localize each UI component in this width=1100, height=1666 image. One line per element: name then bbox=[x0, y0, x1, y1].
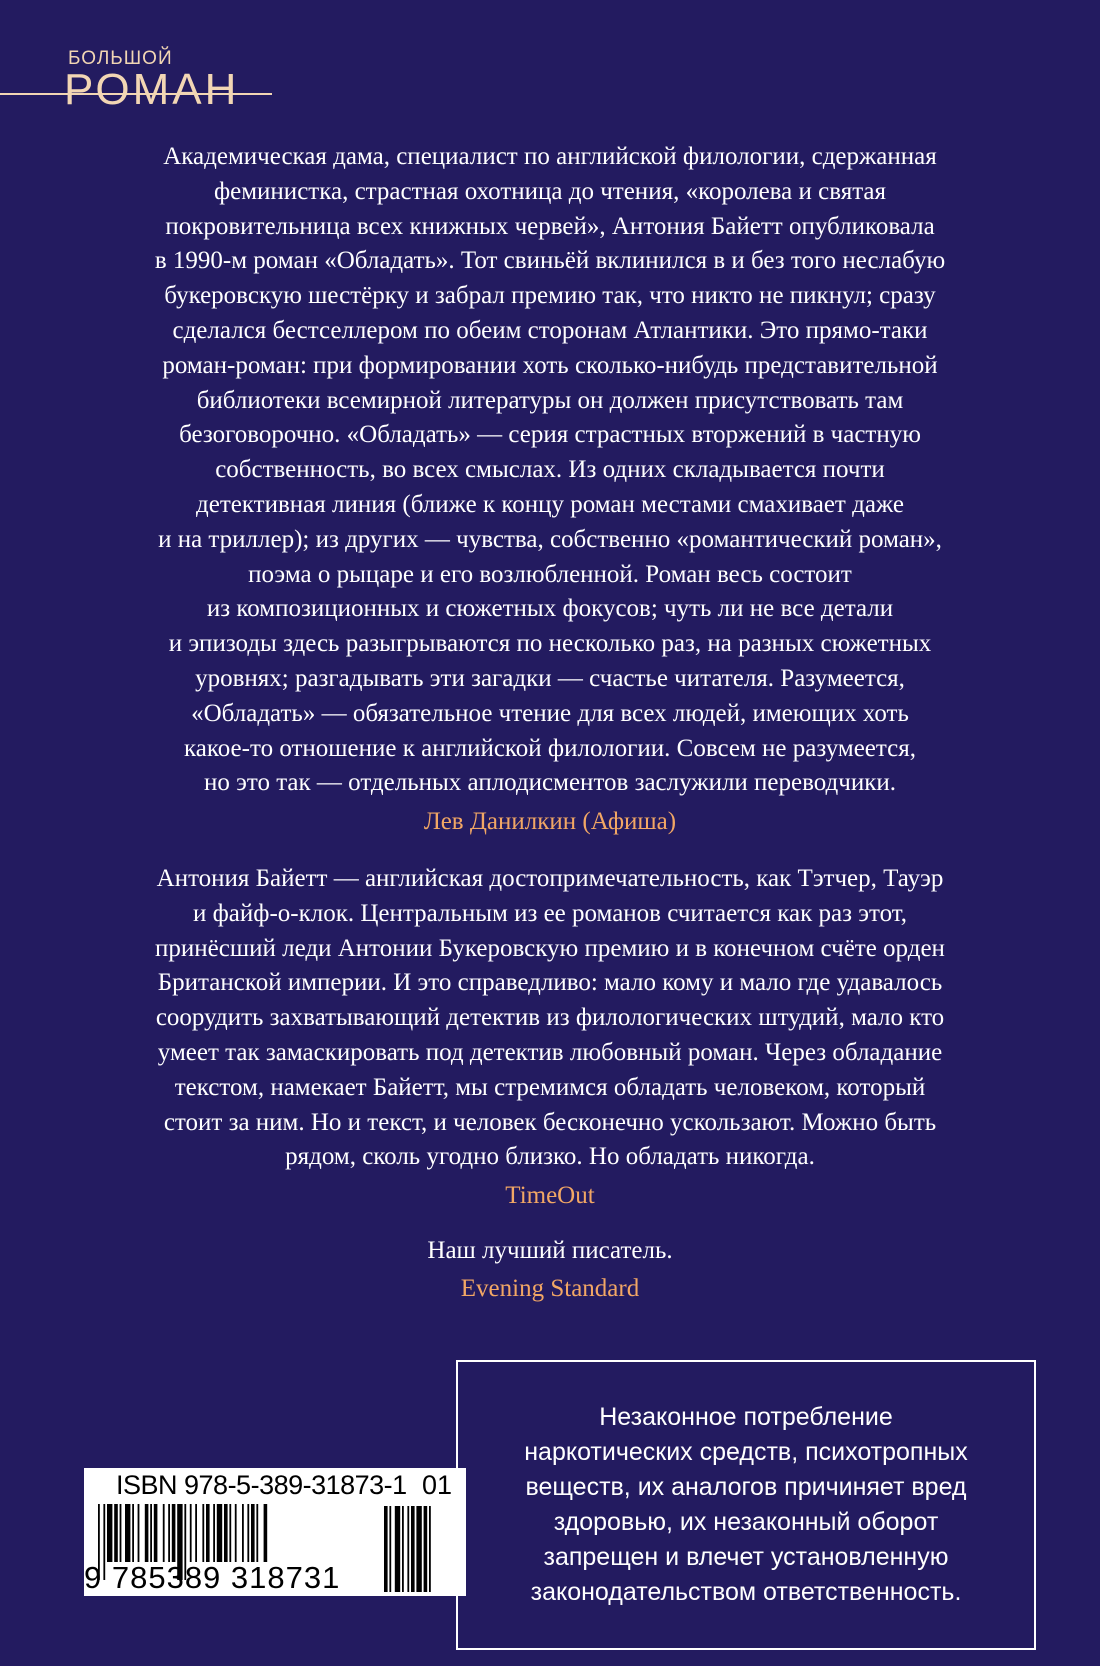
barcode-bar bbox=[206, 1504, 210, 1562]
series-logo-title: РОМАН bbox=[64, 65, 240, 114]
barcode-bar bbox=[150, 1504, 152, 1562]
quote-line: из композиционных и сюжетных фокусов; чуть ли не все детали bbox=[206, 595, 894, 623]
barcode-bar bbox=[120, 1504, 122, 1562]
barcode-addon-bar bbox=[407, 1506, 409, 1592]
warning-line: наркотических средств, психотропных bbox=[524, 1438, 968, 1466]
barcode-addon-bar bbox=[389, 1506, 391, 1592]
barcode-bar bbox=[172, 1504, 176, 1562]
barcode-bar bbox=[247, 1504, 249, 1562]
isbn-barcode bbox=[84, 1468, 466, 1596]
quote-line: покровительница всех книжных червей», Антония Байетт опубликовала bbox=[165, 212, 935, 240]
quote-line: Наш лучший писатель. bbox=[427, 1237, 673, 1264]
series-logo bbox=[0, 44, 300, 114]
barcode-bar bbox=[195, 1504, 197, 1562]
barcode-addon-bar bbox=[402, 1506, 404, 1592]
quote-line: какое-то отношение к английской филологии. Совсем не разумеется, bbox=[184, 734, 916, 762]
barcode-digits: 9 785389 318731 bbox=[84, 1560, 341, 1595]
barcode-addon-bar bbox=[424, 1506, 428, 1592]
quote-line: букеровскую шестёрку и забрал премию так, что никто не пикнул; сразу bbox=[164, 282, 936, 310]
quote-line: но это так — отдельных аплодисментов заслужили переводчики. bbox=[203, 769, 896, 797]
review-quote-2 bbox=[60, 862, 1040, 1214]
review-quote-3-attribution: Evening Standard bbox=[460, 1275, 640, 1302]
review-quote-1 bbox=[60, 140, 1040, 840]
warning-line: законодательством ответственность. bbox=[530, 1578, 962, 1606]
barcode-bar bbox=[114, 1504, 118, 1562]
quote-line: роман-роман: при формировании хоть сколько-нибудь представительной bbox=[162, 351, 938, 379]
review-quote-1-attribution: Лев Данилкин (Афиша) bbox=[423, 808, 677, 836]
quote-line: сделался бестселлером по обеим сторонам Атлантики. Это прямо-таки bbox=[172, 316, 928, 344]
quote-line: Антония Байетт — английская достопримечательность, как Тэтчер, Тауэр bbox=[156, 865, 944, 892]
barcode-addon-bar bbox=[395, 1506, 400, 1592]
barcode-bar bbox=[154, 1504, 158, 1562]
quote-line: принёсший леди Антонии Букеровскую премию и в конечном счёте орден bbox=[155, 934, 945, 962]
barcode-bar bbox=[145, 1504, 149, 1562]
barcode-addon-bar bbox=[411, 1506, 415, 1592]
quote-line: и на триллер); из других — чувства, собственно «романтический роман», bbox=[158, 525, 942, 553]
quote-line: детективная линия (ближе к концу роман местами смахивает даже bbox=[196, 490, 904, 518]
barcode-bar bbox=[213, 1504, 215, 1562]
isbn-label: ISBN 978-5-389-31873-1 bbox=[116, 1470, 407, 1500]
barcode-bar bbox=[168, 1504, 170, 1562]
barcode-bar bbox=[107, 1504, 112, 1562]
barcode-bar bbox=[132, 1504, 134, 1562]
isbn-addon-label: 01 bbox=[422, 1470, 453, 1500]
quote-line: Академическая дама, специалист по английской филологии, сдержанная bbox=[163, 143, 937, 170]
review-quote-2-text bbox=[60, 862, 1040, 1175]
quote-line: и файф-о-клок. Центральным из ее романов считается как раз этот, bbox=[192, 899, 908, 927]
quote-line: соорудить захватывающий детектив из филологических штудий, мало кто bbox=[155, 1004, 945, 1032]
barcode-bar bbox=[125, 1504, 130, 1562]
health-warning-text bbox=[524, 1400, 968, 1610]
barcode-bar bbox=[217, 1504, 222, 1562]
quote-line: рядом, сколь угодно близко. Но обладать никогда. bbox=[285, 1143, 815, 1171]
warning-line: здоровью, их незаконный оборот bbox=[553, 1508, 939, 1536]
barcode-bar bbox=[163, 1504, 165, 1562]
barcode-bar bbox=[242, 1504, 244, 1562]
quote-line: поэма о рыцаре и его возлюбленной. Роман весь состоит bbox=[248, 560, 852, 588]
quote-line: безоговорочно. «Обладать» — серия страстных вторжений в частную bbox=[179, 421, 921, 449]
warning-line: Незаконное потребление bbox=[599, 1403, 893, 1431]
barcode-bar bbox=[138, 1504, 140, 1562]
quote-line: текстом, намекает Байетт, мы стремимся обладать человеком, который bbox=[174, 1073, 926, 1101]
barcode-bar bbox=[190, 1504, 192, 1562]
health-warning-box bbox=[456, 1360, 1036, 1650]
review-quote-3 bbox=[60, 1232, 1040, 1307]
review-quote-3-text bbox=[60, 1232, 1040, 1270]
quote-line: Британской империи. И это справедливо: мало кому и мало где удавалось bbox=[157, 969, 943, 997]
quote-line: и эпизоды здесь разыгрываются по несколько раз, на разных сюжетных bbox=[168, 630, 932, 658]
barcode-addon-bar bbox=[429, 1506, 431, 1592]
quote-line: уровнях; разгадывать эти загадки — счастье читателя. Разумеется, bbox=[195, 664, 905, 692]
warning-line: запрещен и влечет установленную bbox=[543, 1543, 949, 1571]
barcode-bar bbox=[202, 1504, 204, 1562]
quote-line: стоит за ним. Но и текст, и человек бесконечно ускользают. Можно быть bbox=[163, 1108, 937, 1136]
barcode-bar bbox=[235, 1504, 237, 1562]
barcode-bar bbox=[264, 1504, 268, 1562]
barcode-bar bbox=[251, 1504, 255, 1562]
barcode-bar bbox=[224, 1504, 228, 1562]
quote-line: в 1990-м роман «Обладать». Тот свиньёй вклинился в и без того неслабую bbox=[154, 247, 946, 275]
review-quote-2-attribution: TimeOut bbox=[505, 1182, 595, 1210]
quote-line: библиотеки всемирной литературы он должен присутствовать там bbox=[196, 386, 904, 414]
quote-line: собственность, во всех смыслах. Из одних складывается почти bbox=[215, 456, 885, 484]
quote-line: «Обладать» — обязательное чтение для всех людей, имеющих хоть bbox=[191, 699, 909, 727]
review-quote-1-text bbox=[60, 140, 1040, 801]
quote-line: феминистка, страстная охотница до чтения, «королева и святая bbox=[213, 177, 887, 205]
series-logo-small-text: БОЛЬШОЙ bbox=[68, 48, 173, 69]
quote-line: умеет так замаскировать под детектив любовный роман. Через обладание bbox=[157, 1038, 943, 1066]
barcode-addon-bar bbox=[416, 1506, 421, 1592]
barcode-addon-bar bbox=[384, 1506, 388, 1592]
warning-line: веществ, их аналогов причиняет вред bbox=[525, 1473, 967, 1501]
barcode-bar bbox=[229, 1504, 231, 1562]
barcode-bar bbox=[256, 1504, 258, 1562]
